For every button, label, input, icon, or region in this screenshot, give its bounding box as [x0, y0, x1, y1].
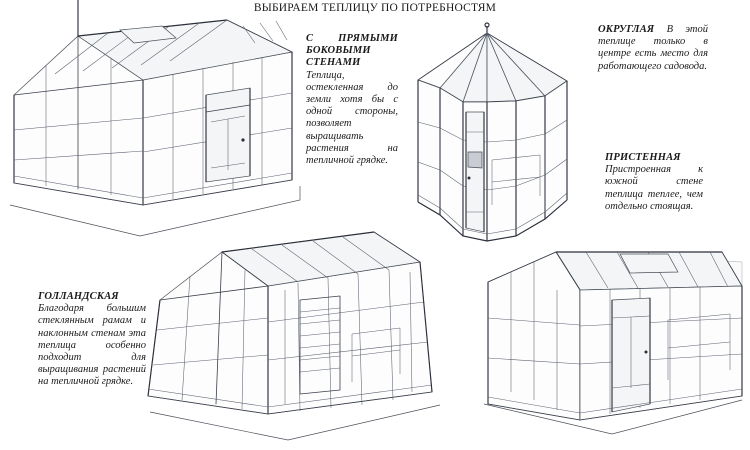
caption-heading-round: ОКРУГЛАЯ	[598, 24, 655, 35]
caption-round	[598, 24, 708, 73]
figure-lean-to-drawing	[484, 252, 742, 434]
caption-text-lean-to: Пристроенная к южной стене теплица теплее, чем отдельно стоящая.	[605, 164, 703, 212]
figure-straight-walls-drawing	[10, 0, 300, 236]
caption-heading-lean-to: ПРИСТЕННАЯ	[605, 152, 681, 163]
dutch-interior-staging	[300, 296, 340, 394]
caption-dutch	[38, 291, 146, 389]
caption-heading-straight-walls: С ПРЯМЫМИ БОКОВЫМИ СТЕНАМИ	[306, 33, 398, 69]
caption-text-dutch: Благодаря большим стеклянным рамам и наклонным стенам эта теплица особенно подходит для выращивания растений на тепличной грядке.	[38, 303, 146, 388]
caption-text-straight-walls: Теплица, остекленная до земли хотя бы с одной стороны, позволяет выращивать растения на тепличной грядке.	[306, 69, 398, 167]
caption-text-round: В этой теплице только в центре есть место для работающего садовода.	[598, 24, 708, 72]
figure-dutch-drawing	[148, 232, 440, 440]
page-title: ВЫБИРАЕМ ТЕПЛИЦУ ПО ПОТРЕБНОСТЯМ	[253, 2, 497, 14]
caption-straight-walls	[306, 33, 398, 167]
caption-heading-dutch: ГОЛЛАНДСКАЯ	[38, 291, 119, 302]
caption-lean-to	[605, 152, 703, 213]
figure-round-drawing	[418, 23, 567, 241]
